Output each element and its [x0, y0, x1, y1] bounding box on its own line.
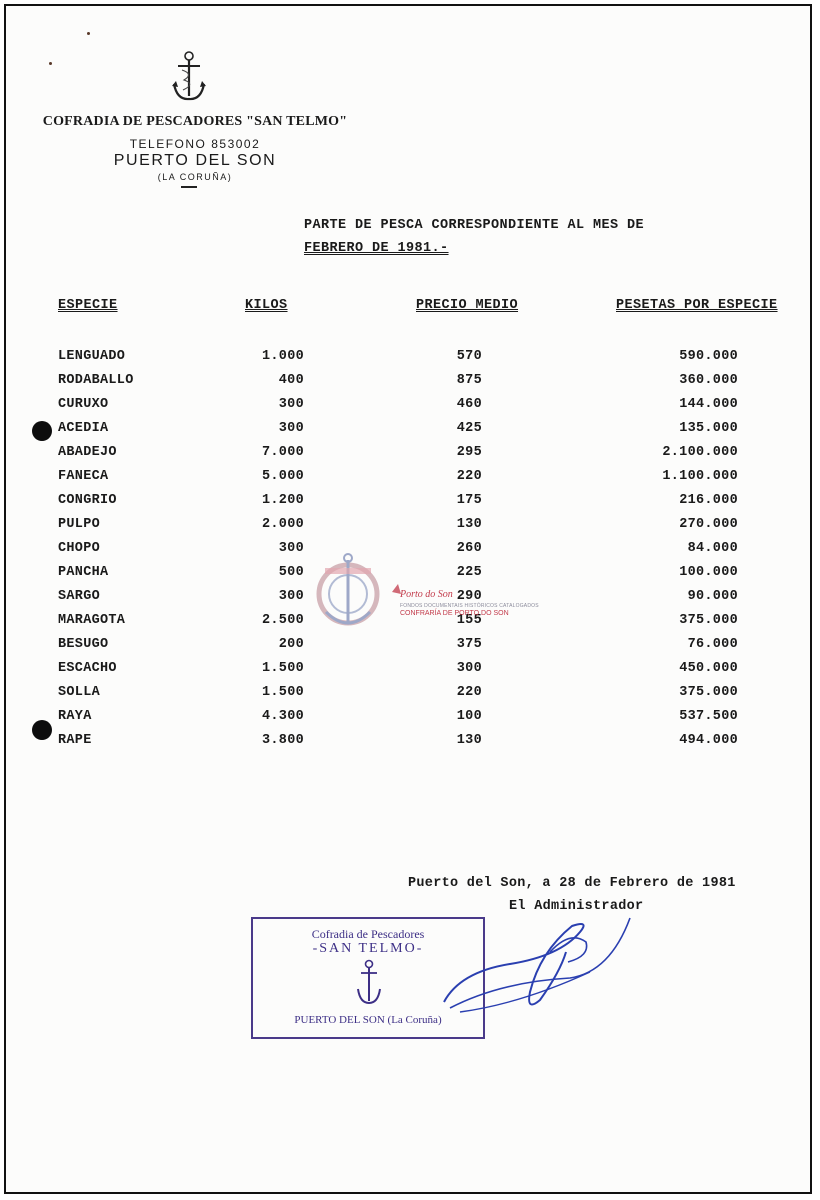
watermark-title: Porto do Son — [400, 589, 453, 600]
punch-hole — [32, 421, 52, 441]
cell-kilos: 1.200 — [261, 493, 304, 508]
cell-pesetas: 270.000 — [679, 517, 738, 532]
cell-precio: 295 — [456, 445, 482, 460]
table-row — [0, 709, 820, 733]
cell-precio: 155 — [456, 613, 482, 628]
cell-pesetas: 135.000 — [679, 421, 738, 436]
cell-kilos: 2.500 — [261, 613, 304, 628]
cell-pesetas: 2.100.000 — [662, 445, 738, 460]
punch-hole — [32, 720, 52, 740]
table-row — [0, 517, 820, 541]
cell-kilos: 7.000 — [261, 445, 304, 460]
cell-pesetas: 84.000 — [687, 541, 738, 556]
cell-kilos: 500 — [278, 565, 304, 580]
cell-kilos: 5.000 — [261, 469, 304, 484]
cell-kilos: 3.800 — [261, 733, 304, 748]
cell-pesetas: 375.000 — [679, 685, 738, 700]
table-row — [0, 349, 820, 373]
table-row — [0, 421, 820, 445]
cell-precio: 290 — [456, 589, 482, 604]
cell-kilos: 200 — [278, 637, 304, 652]
table-row — [0, 661, 820, 685]
cell-precio: 220 — [456, 469, 482, 484]
letterhead-phone: TELEFONO 853002 — [129, 137, 261, 151]
letterhead-town: PUERTO DEL SON — [113, 152, 277, 169]
cell-pesetas: 144.000 — [679, 397, 738, 412]
cell-especie: RODABALLO — [58, 373, 134, 388]
handwritten-signature — [440, 912, 640, 1022]
cell-pesetas: 450.000 — [679, 661, 738, 676]
report-title-line2: FEBRERO DE 1981.- — [304, 241, 449, 256]
cell-especie: ESCACHO — [58, 661, 117, 676]
stamp-line3: PUERTO DEL SON (La Coruña) — [294, 1014, 442, 1026]
header-precio-medio: PRECIO MEDIO — [416, 298, 519, 313]
letterhead-name: COFRADIA DE PESCADORES "SAN TELMO" — [42, 114, 348, 129]
table-row — [0, 493, 820, 517]
stamp-line2: -SAN TELMO- — [312, 941, 424, 956]
table-row — [0, 445, 820, 469]
cell-especie: ACEDIA — [58, 421, 109, 436]
cell-pesetas: 90.000 — [687, 589, 738, 604]
cell-pesetas: 216.000 — [679, 493, 738, 508]
cell-kilos: 300 — [278, 421, 304, 436]
paper-speck — [87, 32, 90, 35]
cell-especie: SARGO — [58, 589, 101, 604]
cell-precio: 300 — [456, 661, 482, 676]
cell-precio: 460 — [456, 397, 482, 412]
cell-precio: 130 — [456, 517, 482, 532]
cell-precio: 225 — [456, 565, 482, 580]
cell-kilos: 300 — [278, 589, 304, 604]
table-row — [0, 397, 820, 421]
cell-especie: MARAGOTA — [58, 613, 126, 628]
table-row — [0, 469, 820, 493]
cell-especie: BESUGO — [58, 637, 109, 652]
signer-role: El Administrador — [509, 899, 644, 914]
watermark-institution: CONFRARÍA DE PORTO DO SON — [400, 610, 509, 617]
cell-especie: CHOPO — [58, 541, 101, 556]
cell-kilos: 4.300 — [261, 709, 304, 724]
stamp-anchor-icon — [355, 959, 383, 1007]
cell-pesetas: 494.000 — [679, 733, 738, 748]
cell-precio: 175 — [456, 493, 482, 508]
cell-kilos: 300 — [278, 541, 304, 556]
cell-precio: 220 — [456, 685, 482, 700]
cell-pesetas: 100.000 — [679, 565, 738, 580]
letterhead-province: (LA CORUÑA) — [157, 172, 233, 182]
cell-especie: CONGRIO — [58, 493, 117, 508]
cell-especie: RAYA — [58, 709, 92, 724]
cell-precio: 570 — [456, 349, 482, 364]
cell-pesetas: 360.000 — [679, 373, 738, 388]
table-row — [0, 733, 820, 757]
header-pesetas: PESETAS POR ESPECIE — [616, 298, 778, 313]
cell-precio: 100 — [456, 709, 482, 724]
header-kilos: KILOS — [245, 298, 288, 313]
cell-especie: RAPE — [58, 733, 92, 748]
cell-pesetas: 590.000 — [679, 349, 738, 364]
stamp-line1: Cofradia de Pescadores — [311, 927, 425, 941]
cell-kilos: 400 — [278, 373, 304, 388]
cell-kilos: 1.500 — [261, 661, 304, 676]
cell-kilos: 300 — [278, 397, 304, 412]
cell-especie: CURUXO — [58, 397, 109, 412]
anchor-icon — [170, 50, 208, 105]
cell-precio: 260 — [456, 541, 482, 556]
cell-especie: LENGUADO — [58, 349, 126, 364]
watermark-subtitle: FONDOS DOCUMENTAIS HISTÓRICOS CATALOGADOS — [400, 603, 539, 609]
cell-precio: 425 — [456, 421, 482, 436]
cell-especie: PANCHA — [58, 565, 109, 580]
cell-pesetas: 375.000 — [679, 613, 738, 628]
cell-especie: ABADEJO — [58, 445, 117, 460]
cell-precio: 875 — [456, 373, 482, 388]
cell-especie: PULPO — [58, 517, 101, 532]
cell-kilos: 1.000 — [261, 349, 304, 364]
header-especie: ESPECIE — [58, 298, 118, 313]
table-row — [0, 685, 820, 709]
report-title-line1: PARTE DE PESCA CORRESPONDIENTE AL MES DE — [304, 218, 645, 233]
cell-pesetas: 76.000 — [687, 637, 738, 652]
cell-precio: 375 — [456, 637, 482, 652]
letterhead-divider — [181, 186, 197, 188]
cell-precio: 130 — [456, 733, 482, 748]
cell-kilos: 2.000 — [261, 517, 304, 532]
cell-especie: FANECA — [58, 469, 109, 484]
cell-kilos: 1.500 — [261, 685, 304, 700]
cell-pesetas: 1.100.000 — [662, 469, 738, 484]
table-row — [0, 373, 820, 397]
cell-especie: SOLLA — [58, 685, 101, 700]
paper-speck — [49, 62, 52, 65]
place-date: Puerto del Son, a 28 de Febrero de 1981 — [408, 876, 736, 891]
cell-pesetas: 537.500 — [679, 709, 738, 724]
